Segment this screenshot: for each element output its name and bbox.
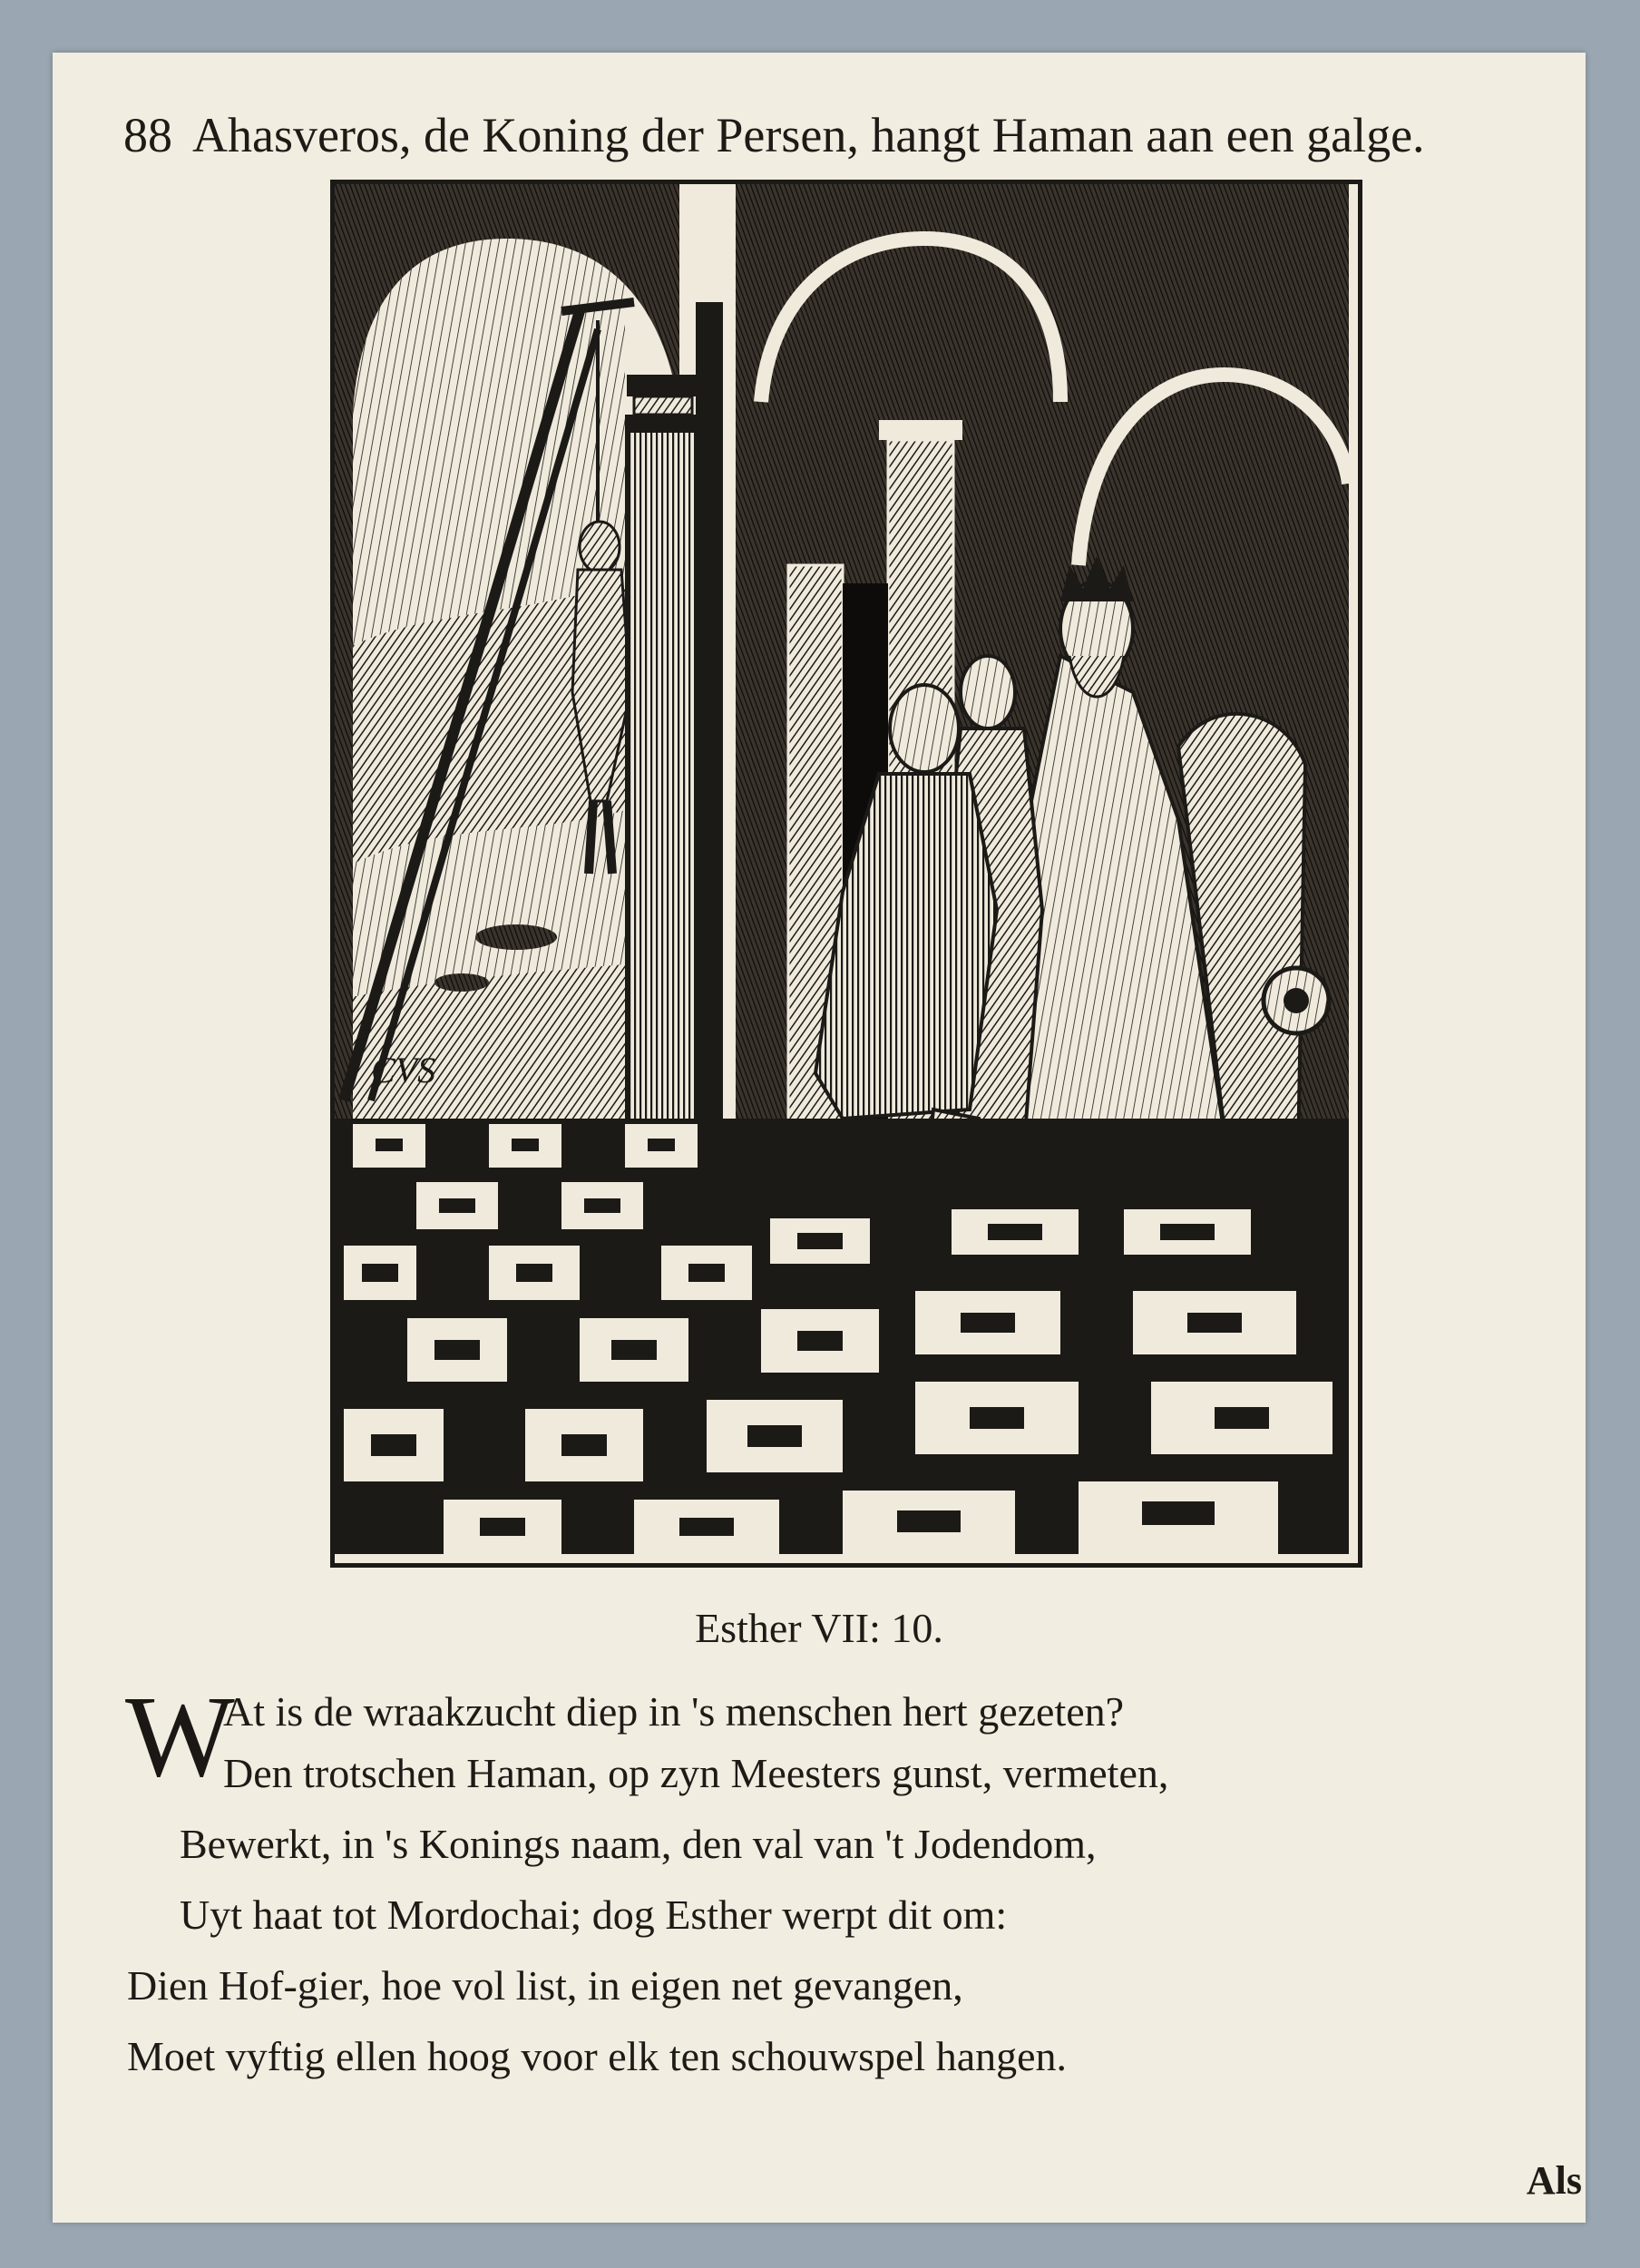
verse-line-5: Dien Hof-gier, hoe vol list, in eigen net gevangen, [127, 1962, 963, 2009]
verse-line-1: At is de wraakzucht diep in 's menschen hert gezeten? [223, 1688, 1125, 1735]
scripture-reference: Esther VII: 10. [695, 1605, 943, 1651]
book-page [53, 53, 1586, 2223]
page-number: 88 [123, 108, 172, 162]
ground-stone [475, 924, 557, 950]
catchword: Als [1526, 2158, 1582, 2203]
woodcut-illustration [330, 180, 1362, 1568]
monogram: CVS [371, 1050, 436, 1090]
checkered-floor [335, 1119, 1349, 1554]
running-header [123, 107, 1538, 163]
drop-cap-initial: W [125, 1672, 235, 1801]
running-title: Ahasveros, de Koning der Persen, hangt Haman aan een galge. [192, 108, 1425, 162]
verse-line-4: Uyt haat tot Mordochai; dog Esther werpt dit om: [180, 1892, 1008, 1938]
verse-line-2: Den trotschen Haman, op zyn Meesters gunst, vermeten, [223, 1750, 1169, 1796]
interior-column [879, 420, 962, 440]
verse-line-3: Bewerkt, in 's Konings naam, den val van 't Jodendom, [180, 1821, 1097, 1867]
verse-line-6: Moet vyftig ellen hoog voor elk ten schouwspel hangen. [127, 2033, 1068, 2079]
ground-stone [434, 973, 489, 992]
